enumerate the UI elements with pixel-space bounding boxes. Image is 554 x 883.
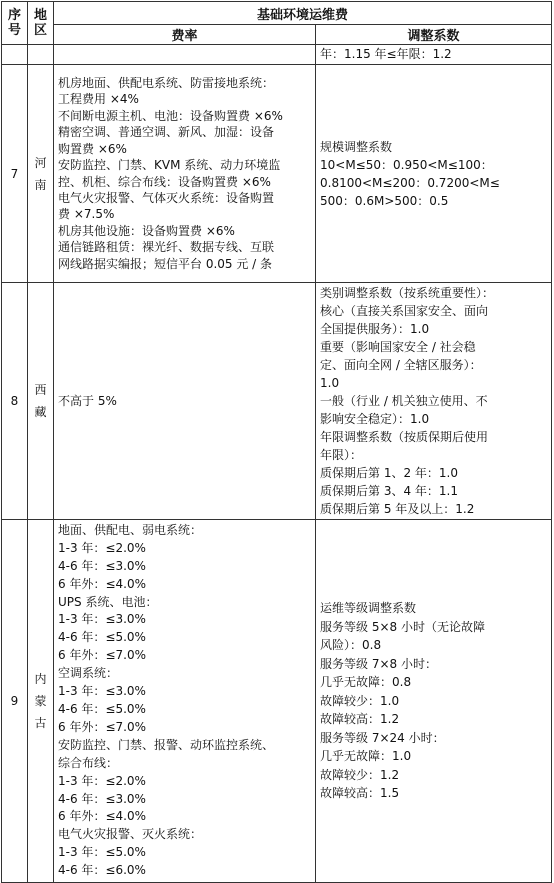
header-no-label: 序号	[7, 8, 21, 38]
header-row-2	[2, 25, 552, 45]
header-no	[2, 2, 28, 45]
rate-line: 1-3 年：≤5.0%	[58, 845, 146, 860]
rate-line: 不间断电源主机、电池：设备购置费 ×6%	[58, 108, 283, 123]
rate-line: 6 年外：≤4.0%	[58, 576, 146, 591]
header-region-label: 地区	[33, 8, 47, 38]
coef-line: 核心（直接关系国家安全、面向	[320, 304, 489, 318]
coef-line: 几乎无故障：1.0	[320, 749, 412, 764]
rate-line: 6 年外：≤4.0%	[58, 809, 146, 824]
rate-line: 通信链路租赁：裸光纤、数据专线、互联	[58, 240, 275, 255]
coef-line: 年限）：	[320, 448, 363, 462]
rate-line: 电气火灾报警、灭火系统：	[58, 827, 203, 842]
coef-line: 质保期后第 1、2 年：1.0	[320, 466, 458, 480]
rate-line: 1-3 年：≤2.0%	[58, 540, 146, 555]
rate-line: 购置费 ×6%	[58, 141, 127, 156]
coef-line: 服务等级 5×8 小时（无论故障	[320, 619, 485, 634]
coef-line: 服务等级 7×8 小时：	[320, 656, 437, 671]
coef-line: 规模调整系数	[320, 139, 393, 154]
coef-line: 故障较少：1.0	[320, 693, 400, 708]
table-row	[2, 520, 552, 883]
row-rate	[54, 283, 316, 520]
rate-line: 空调系统：	[58, 666, 119, 681]
rate-line: 4-6 年：≤5.0%	[58, 702, 146, 716]
table-row	[2, 65, 552, 283]
row-no: 9	[2, 520, 28, 883]
coef-line: 年限调整系数（按质保期后使用	[320, 430, 489, 444]
cell-coef-continued	[316, 45, 552, 65]
coef-line: 服务等级 7×24 小时：	[320, 730, 445, 745]
row-region-text: 西藏	[34, 383, 47, 419]
rate-line: 地面、供配电、弱电系统：	[58, 522, 203, 537]
rate-line: 6 年外：≤7.0%	[58, 719, 146, 734]
coef-line: 类别调整系数（按系统重要性）：	[320, 286, 495, 300]
row-region	[28, 283, 54, 520]
coef-line: 年：1.15 年≤年限：1.2	[320, 47, 452, 62]
row-region-text: 内蒙古	[34, 672, 47, 730]
row-coef	[316, 65, 552, 283]
row-region	[28, 520, 54, 883]
row-rate	[54, 520, 316, 883]
coef-line: 几乎无故障：0.8	[320, 675, 412, 690]
row-coef	[316, 520, 552, 883]
row-region	[28, 65, 54, 283]
rate-line: 1-3 年：≤3.0%	[58, 684, 146, 699]
row-region-text: 河南	[34, 155, 47, 192]
rate-line: 4-6 年：≤3.0%	[58, 558, 146, 573]
cell-no-empty	[2, 45, 28, 65]
rate-line: 精密空调、普通空调、新风、加湿：设备	[58, 125, 275, 140]
coef-line: 10<M≤50：0.950<M≤100：	[320, 157, 493, 172]
coef-line: 故障较高：1.5	[320, 786, 400, 801]
rate-line: 控、机柜、综合布线：设备购置费 ×6%	[58, 174, 271, 189]
cell-rate-empty	[54, 45, 316, 65]
rate-line: 机房其他设施：设备购置费 ×6%	[58, 223, 235, 238]
row-no: 7	[2, 65, 28, 283]
header-coef: 调整系数	[316, 25, 552, 45]
coef-line: 影响安全稳定）：1.0	[320, 412, 430, 426]
rate-line: 4-6 年：≤6.0%	[58, 863, 146, 878]
rate-line: 1-3 年：≤3.0%	[58, 612, 146, 627]
coef-line: 定、面向全网 / 全辖区服务）：	[320, 358, 482, 372]
row-coef	[316, 283, 552, 520]
rate-line: UPS 系统、电池：	[58, 594, 158, 609]
rate-line: 4-6 年：≤3.0%	[58, 791, 146, 806]
rate-line: 1-3 年：≤2.0%	[58, 773, 146, 788]
coef-line: 500：0.6M>500：0.5	[320, 193, 449, 208]
coef-line: 故障较少：1.2	[320, 767, 400, 782]
coef-line: 全国提供服务）：1.0	[320, 322, 430, 336]
header-group: 基础环境运维费	[54, 2, 552, 25]
table-row	[2, 283, 552, 520]
rate-line: 费 ×7.5%	[58, 207, 115, 222]
coef-line: 故障较高：1.2	[320, 712, 400, 727]
coef-line: 1.0	[320, 376, 340, 390]
rate-line: 不高于 5%	[58, 393, 117, 408]
coef-line: 风险）：0.8	[320, 638, 382, 653]
rate-line: 电气火灾报警、气体灭火系统：设备购置	[58, 190, 275, 205]
rate-line: 安防监控、门禁、KVM 系统、动力环境监	[58, 158, 281, 173]
coef-line: 一般（行业 / 机关独立使用、不	[320, 394, 488, 408]
coef-line: 质保期后第 5 年及以上：1.2	[320, 502, 475, 516]
header-rate: 费率	[54, 25, 316, 45]
header-region	[28, 2, 54, 45]
rate-line: 机房地面、供配电系统、防雷接地系统：	[58, 76, 275, 91]
coef-line: 0.8100<M≤200：0.7200<M≤	[320, 175, 500, 190]
coef-line: 质保期后第 3、4 年：1.1	[320, 484, 458, 498]
rate-line: 6 年外：≤7.0%	[58, 648, 146, 663]
header-row-1	[2, 2, 552, 25]
fee-table	[1, 1, 552, 883]
rate-line: 安防监控、门禁、报警、动环监控系统、	[58, 737, 275, 752]
row-no: 8	[2, 283, 28, 520]
row-rate	[54, 65, 316, 283]
rate-line: 4-6 年：≤5.0%	[58, 630, 146, 645]
rate-line: 网线路据实编报；短信平台 0.05 元 / 条	[58, 256, 273, 271]
rate-line: 工程费用 ×4%	[58, 92, 139, 107]
rate-line: 综合布线：	[58, 755, 119, 770]
cell-region-empty	[28, 45, 54, 65]
coef-line: 运维等级调整系数	[320, 601, 417, 616]
table-row-continued	[2, 45, 552, 65]
coef-line: 重要（影响国家安全 / 社会稳	[320, 340, 476, 354]
